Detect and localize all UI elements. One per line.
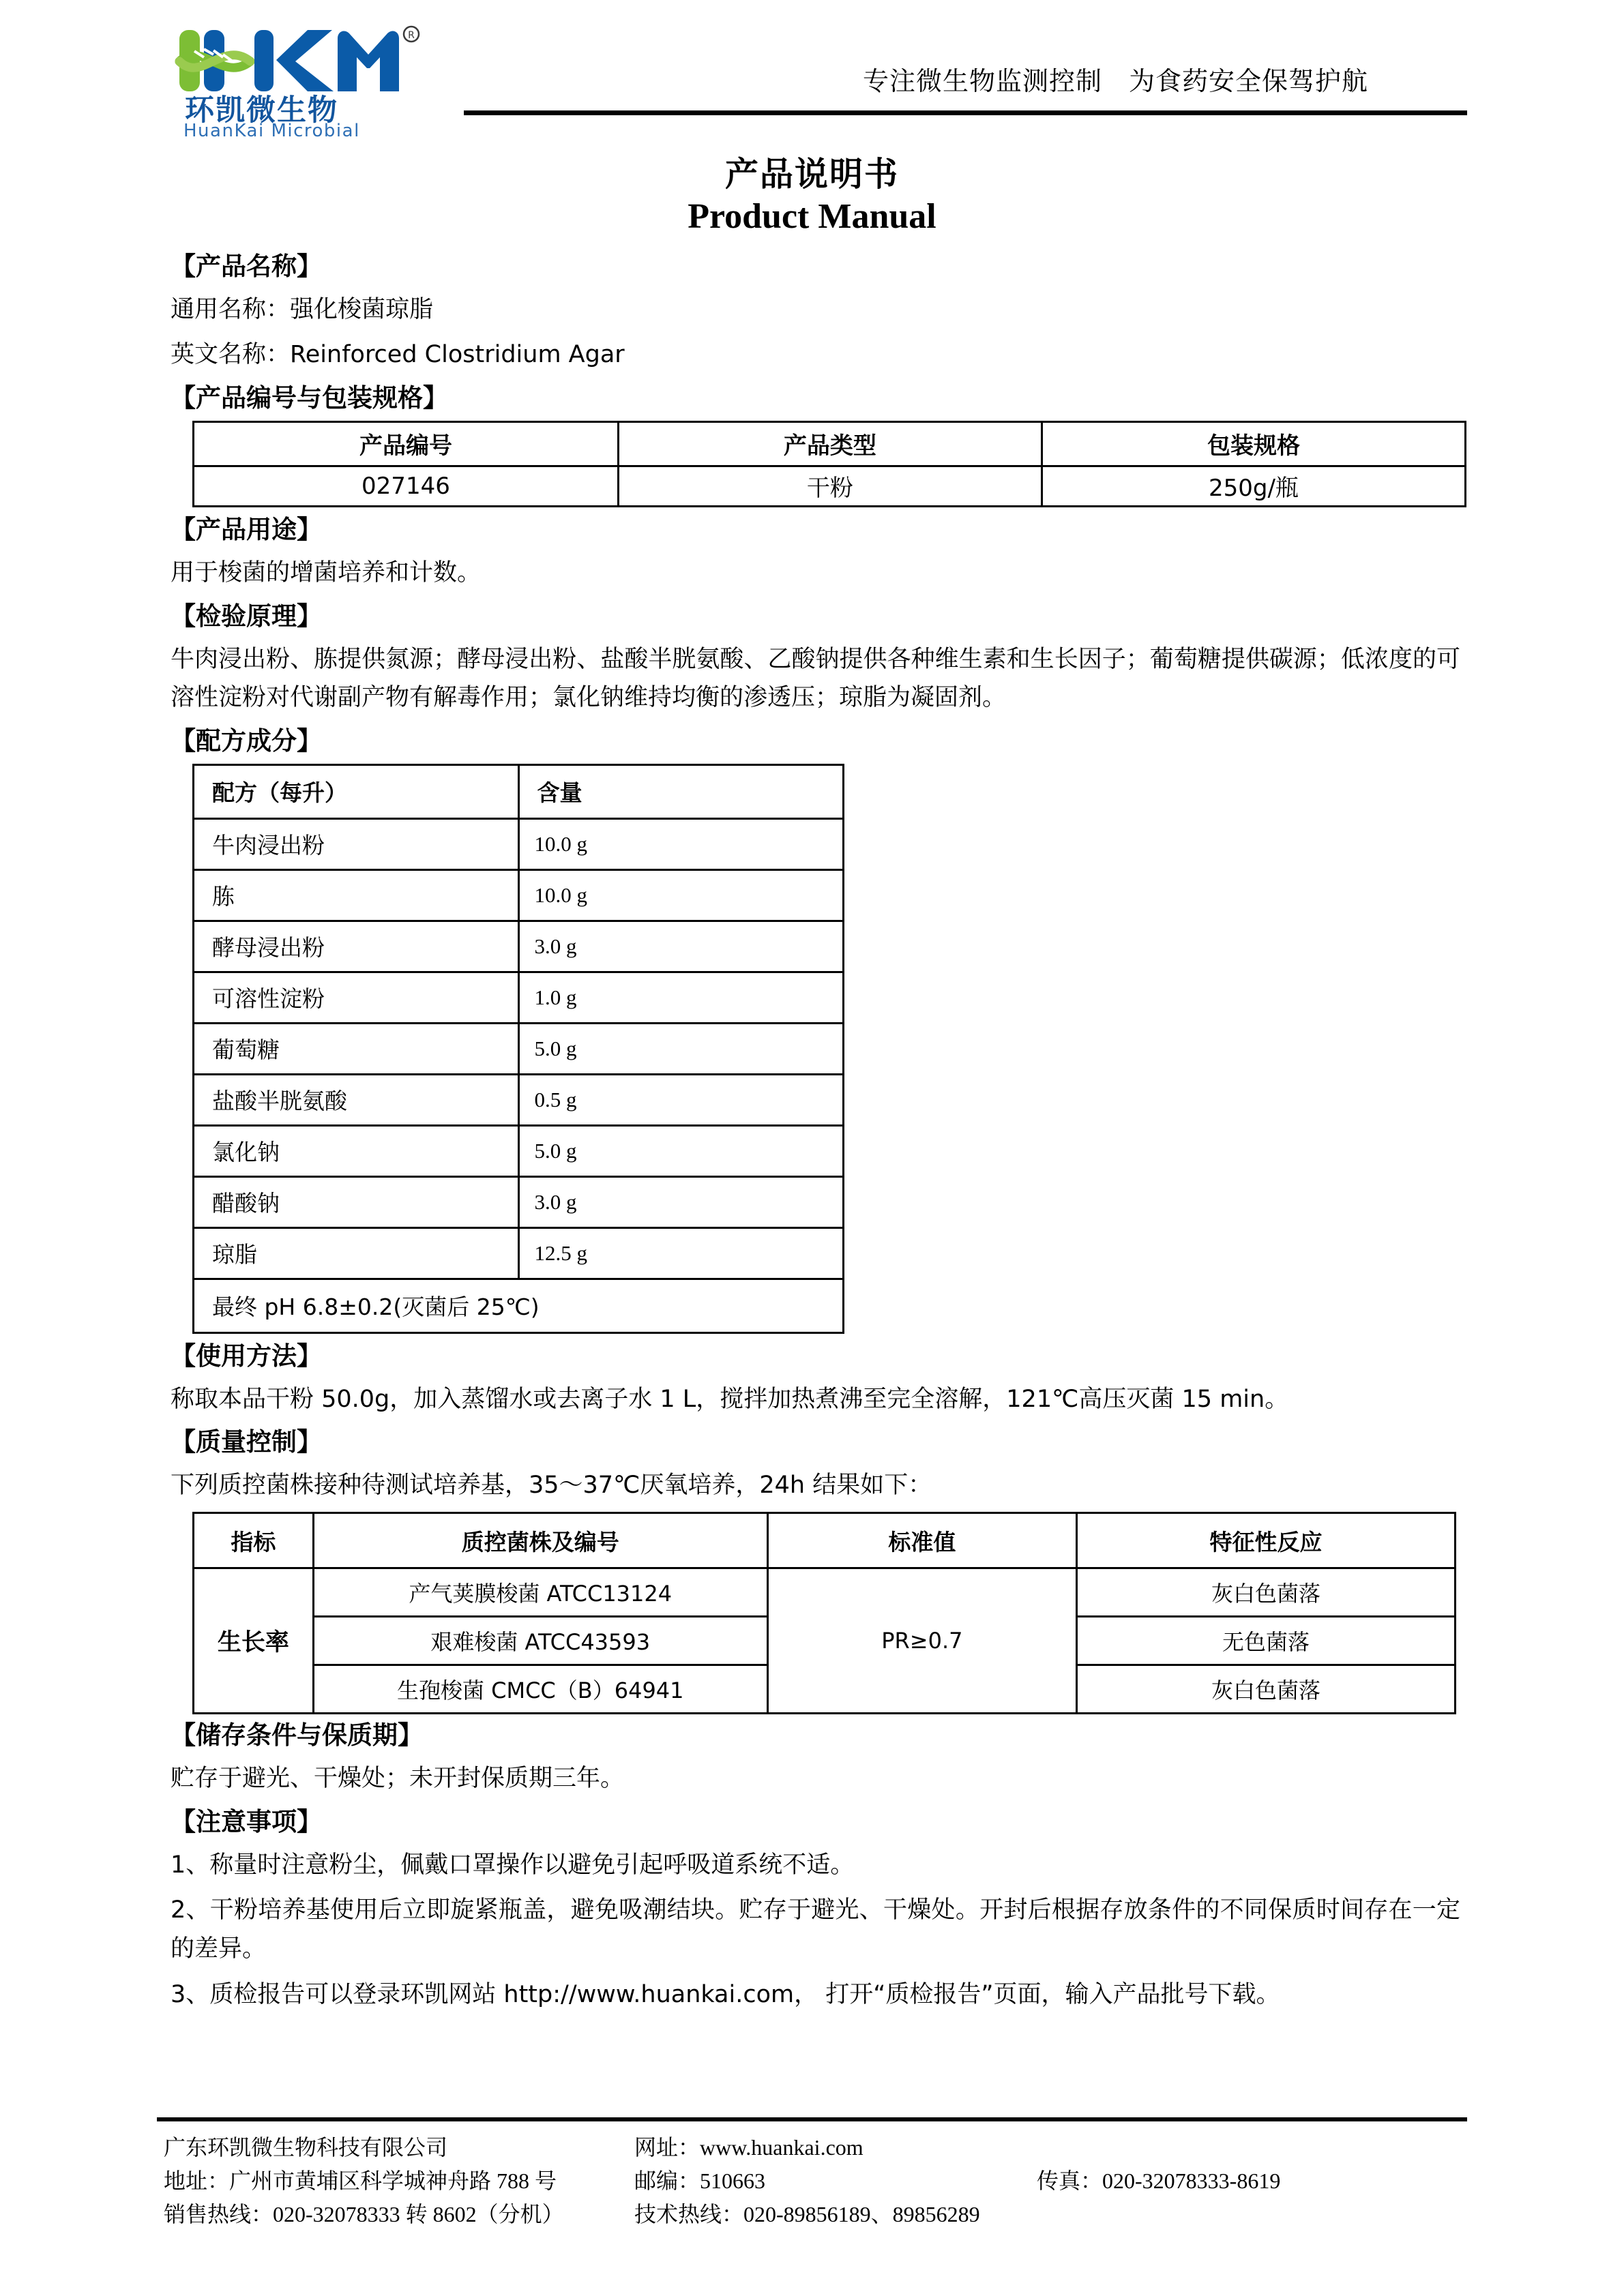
qc-col-reaction: 特征性反应	[1077, 1513, 1456, 1568]
formula-amount: 1.0 g	[518, 972, 844, 1023]
footer-website-value: www.huankai.com	[700, 2135, 863, 2160]
document-body	[157, 250, 1467, 2014]
footer-tech-value: 020-89856189、89856289	[743, 2202, 980, 2226]
footer-zip	[634, 2164, 765, 2198]
footer-zip-value: 510663	[700, 2168, 766, 2193]
footer-zip-label: 邮编：	[634, 2168, 700, 2193]
section-heading-purpose: 【产品用途】	[171, 514, 322, 544]
table-row	[194, 818, 844, 869]
formula-name: 可溶性淀粉	[194, 972, 519, 1023]
note-item: 3、质检报告可以登录环凯网站 http://www.huankai.com， 打开“质检报告”页面，输入产品批号下载。	[171, 1980, 1280, 2008]
table-header-row	[194, 1513, 1456, 1568]
formula-name: 盐酸半胱氨酸	[194, 1074, 519, 1125]
hkm-logo	[174, 19, 474, 138]
quality-intro-text: 下列质控菌株接种待测试培养基，35～37℃厌氧培养，24h 结果如下：	[171, 1472, 932, 1500]
page-footer	[157, 2117, 1467, 2254]
header-divider	[464, 110, 1467, 115]
page-header	[157, 0, 1467, 147]
table-row	[194, 1176, 844, 1227]
spec-cell-code: 027146	[194, 466, 619, 506]
section-heading-quality: 【质量控制】	[171, 1427, 322, 1457]
table-row	[194, 1227, 844, 1279]
english-name-line	[171, 336, 1467, 374]
formula-amount: 3.0 g	[518, 1176, 844, 1227]
table-row	[194, 869, 844, 921]
spec-col-package: 包装规格	[1042, 421, 1465, 466]
header-tagline: 专注微生物监测控制 为食药安全保驾护航	[863, 66, 1369, 96]
formula-name: 胨	[194, 869, 519, 921]
table-row	[194, 466, 1466, 506]
formula-name: 琼脂	[194, 1227, 519, 1279]
spec-cell-type: 干粉	[618, 466, 1042, 506]
page-title-en: Product Manual	[688, 197, 936, 237]
generic-name-line	[171, 290, 1467, 329]
formula-amount: 10.0 g	[518, 869, 844, 921]
principle-text: 牛肉浸出粉、胨提供氮源；酵母浸出粉、盐酸半胱氨酸、乙酸钠提供各种维生素和生长因子；葡萄糖提供碳源；低浓度的可溶性淀粉对代谢副产物有解毒作用；氯化钠维持均衡的渗透压；琼脂为凝固剂。	[171, 645, 1460, 712]
qc-reaction: 灰白色菌落	[1077, 1665, 1456, 1714]
section-heading-product-name: 【产品名称】	[171, 251, 322, 281]
qc-col-standard: 标准值	[767, 1513, 1076, 1568]
spec-cell-package: 250g/瓶	[1042, 466, 1465, 506]
method-text: 称取本品干粉 50.0g，加入蒸馏水或去离子水 1 L，搅拌加热煮沸至完全溶解，121℃高压灭菌 15 min。	[171, 1385, 1289, 1413]
formula-name: 牛肉浸出粉	[194, 818, 519, 869]
formula-name: 氯化钠	[194, 1125, 519, 1176]
qc-standard-value: PR≥0.7	[767, 1568, 1076, 1714]
table-header-row	[194, 764, 844, 818]
note-item: 2、干粉培养基使用后立即旋紧瓶盖，避免吸潮结块。贮存于避光、干燥处。开封后根据存放条件的不同保质时间存在一定的差异。	[171, 1896, 1460, 1963]
footer-fax-value: 020-32078333-8619	[1102, 2168, 1281, 2193]
formula-amount: 3.0 g	[518, 921, 844, 972]
page-title-cn: 产品说明书	[724, 155, 899, 194]
table-row	[194, 1568, 1456, 1617]
spec-table	[192, 421, 1466, 507]
footer-address	[164, 2164, 557, 2198]
footer-divider	[157, 2117, 1467, 2121]
section-heading-notes: 【注意事项】	[171, 1806, 322, 1836]
formula-col-name: 配方（每升）	[194, 764, 519, 818]
formula-col-amount: 含量	[518, 764, 844, 818]
hkm-logo-icon	[174, 19, 474, 138]
qc-strain: 产气荚膜梭菌 ATCC13124	[313, 1568, 767, 1617]
spec-col-type: 产品类型	[618, 421, 1042, 466]
table-row	[194, 972, 844, 1023]
quality-control-table	[192, 1512, 1456, 1714]
footer-tech-hotline	[634, 2198, 980, 2231]
qc-col-indicator: 指标	[194, 1513, 314, 1568]
table-row	[194, 1023, 844, 1074]
section-heading-storage: 【储存条件与保质期】	[171, 1720, 423, 1750]
generic-name-value: 强化梭菌琼脂	[290, 295, 434, 323]
formula-amount: 12.5 g	[518, 1227, 844, 1279]
footer-website	[634, 2131, 863, 2164]
footer-sales-label: 销售热线：	[164, 2202, 274, 2226]
formula-table	[192, 764, 844, 1334]
note-item: 1、称量时注意粉尘，佩戴口罩操作以避免引起呼吸道系统不适。	[171, 1851, 855, 1879]
formula-amount: 10.0 g	[518, 818, 844, 869]
formula-amount: 0.5 g	[518, 1074, 844, 1125]
generic-name-label: 通用名称：	[171, 295, 291, 323]
qc-row-header-growth-rate: 生长率	[194, 1568, 314, 1714]
formula-name: 酵母浸出粉	[194, 921, 519, 972]
table-row	[194, 1125, 844, 1176]
svg-text:HuanKai Microbial: HuanKai Microbial	[183, 121, 360, 138]
formula-name: 葡萄糖	[194, 1023, 519, 1074]
footer-tech-label: 技术热线：	[634, 2202, 744, 2226]
footer-fax	[1037, 2164, 1280, 2198]
section-heading-spec: 【产品编号与包装规格】	[171, 383, 448, 413]
formula-name: 醋酸钠	[194, 1176, 519, 1227]
footer-website-label: 网址：	[634, 2135, 700, 2160]
storage-text: 贮存于避光、干燥处；未开封保质期三年。	[171, 1765, 625, 1792]
purpose-text: 用于梭菌的增菌培养和计数。	[171, 558, 482, 586]
table-header-row	[194, 421, 1466, 466]
spec-col-code: 产品编号	[194, 421, 619, 466]
formula-amount: 5.0 g	[518, 1023, 844, 1074]
footer-sales-value: 020-32078333 转 8602（分机）	[273, 2202, 564, 2226]
footer-address-value: 广州市黄埔区科学城神舟路 788 号	[229, 2168, 557, 2193]
footer-content	[157, 2131, 1467, 2254]
section-heading-method: 【使用方法】	[171, 1341, 322, 1371]
section-heading-principle: 【检验原理】	[171, 601, 322, 631]
qc-col-strain: 质控菌株及编号	[313, 1513, 767, 1568]
table-row	[194, 1074, 844, 1125]
footer-fax-label: 传真：	[1037, 2168, 1103, 2193]
english-name-label: 英文名称：	[171, 341, 291, 369]
section-heading-formula: 【配方成分】	[171, 726, 322, 756]
footer-address-label: 地址：	[164, 2168, 230, 2193]
formula-amount: 5.0 g	[518, 1125, 844, 1176]
english-name-value: Reinforced Clostridium Agar	[290, 341, 625, 369]
qc-reaction: 灰白色菌落	[1077, 1568, 1456, 1617]
table-row-ph	[194, 1279, 844, 1332]
table-row	[194, 921, 844, 972]
qc-strain: 艰难梭菌 ATCC43593	[313, 1617, 767, 1665]
qc-reaction: 无色菌落	[1077, 1617, 1456, 1665]
footer-sales-hotline	[164, 2198, 564, 2231]
svg-text:环凯微生物: 环凯微生物	[185, 93, 338, 128]
svg-text:R: R	[408, 30, 415, 41]
footer-company: 广东环凯微生物科技有限公司	[164, 2135, 448, 2160]
formula-ph-note: 最终 pH 6.8±0.2(灭菌后 25℃)	[194, 1279, 844, 1332]
qc-strain: 生孢梭菌 CMCC（B）64941	[313, 1665, 767, 1714]
